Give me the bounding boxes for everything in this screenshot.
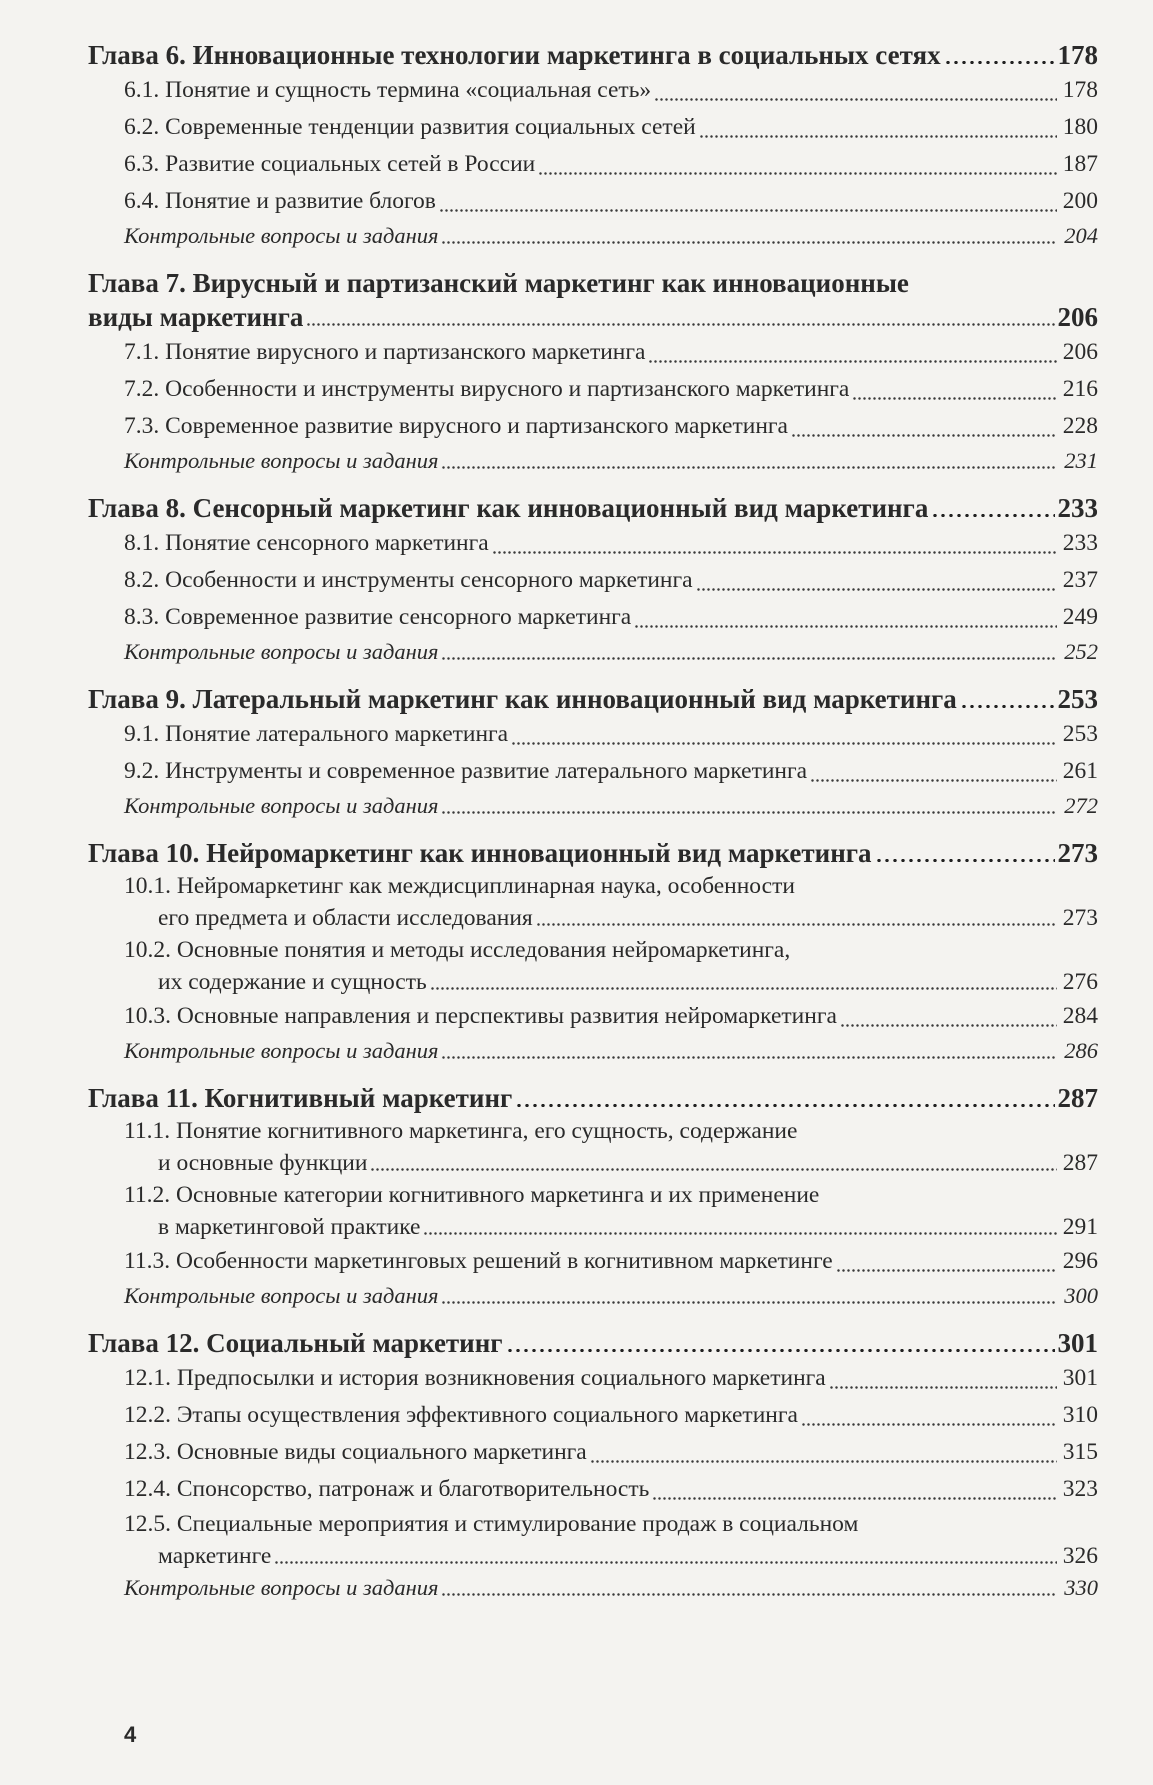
dot-leader [538,169,1057,175]
toc-entry[interactable] [88,1397,1098,1434]
chapter-12 [88,1326,1098,1604]
page-ref: 253 [1057,684,1098,714]
entry-text: 7.3. Современное развитие вирусного и партизанского маркетинга [124,413,788,439]
dot-leader [511,739,1057,745]
chapter-title-text: Глава 8. Сенсорный маркетинг как инновационный вид маркетинга [88,493,929,523]
page-number: 4 [124,1722,137,1747]
page-ref: 216 [1062,376,1098,402]
entry-text: 10.3. Основные направления и перспективы развития нейромаркетинга [124,1003,837,1029]
chapter-title[interactable] [88,1081,1098,1115]
toc-questions[interactable] [88,1035,1098,1067]
entry-text: Контрольные вопросы и задания [124,1575,439,1600]
chapter-title[interactable] [88,682,1098,716]
entry-line1: 12.5. Специальные мероприятия и стимулирование продаж в социальном [124,1511,859,1537]
toc-entry[interactable] [88,562,1098,599]
dot-leader [852,394,1057,400]
chapter-8 [88,491,1098,668]
dot-leader [791,431,1057,437]
chapter-title-text: Глава 11. Когнитивный маркетинг [88,1083,513,1113]
toc-questions[interactable] [88,220,1098,252]
page-ref: 286 [1064,1038,1098,1063]
entry-line1: 10.2. Основные понятия и методы исследования нейромаркетинга, [124,937,791,963]
entry-text: 6.2. Современные тенденции развития социальных сетей [124,114,696,140]
dot-leader [944,58,1055,64]
toc-entry[interactable] [88,334,1098,371]
dot-leader [430,984,1057,990]
page-ref: 310 [1062,1402,1098,1428]
page-ref: 315 [1062,1439,1098,1465]
dot-leader [696,585,1057,591]
page-ref: 330 [1064,1575,1098,1600]
chapter-title[interactable] [88,266,1098,334]
toc-entry[interactable] [88,371,1098,408]
page-ref: 276 [1062,969,1098,995]
page-ref: 231 [1064,448,1098,473]
page-ref: 301 [1057,1328,1098,1358]
entry-text: 6.4. Понятие и развитие блогов [124,188,436,214]
dot-leader [439,206,1057,212]
dot-leader [875,856,1055,862]
toc-entry[interactable] [88,753,1098,790]
page-ref: 291 [1062,1214,1098,1240]
dot-leader [829,1383,1057,1389]
chapter-title[interactable] [88,1326,1098,1360]
chapter-title[interactable] [88,38,1098,72]
page-ref: 249 [1062,604,1098,630]
entry-text: 11.3. Особенности маркетинговых решений в когнитивном маркетинге [124,1248,833,1274]
entry-text: 8.1. Понятие сенсорного маркетинга [124,530,489,556]
entry-text: 12.4. Спонсорство, патронаж и благотворительность [124,1476,650,1502]
dot-leader [441,463,1057,469]
entry-text: Контрольные вопросы и задания [124,639,439,664]
entry-text: 8.2. Особенности и инструменты сенсорного маркетинга [124,567,693,593]
chapter-title-text: Глава 10. Нейромаркетинг как инновационный вид маркетинга [88,838,872,868]
dot-leader [306,320,1054,326]
toc-questions[interactable] [88,636,1098,668]
page-ref: 187 [1062,151,1098,177]
dot-leader [801,1420,1057,1426]
chapter-title-text: Глава 9. Латеральный маркетинг как инновационный вид маркетинга [88,684,957,714]
page-ref: 178 [1062,77,1098,103]
dot-leader [960,702,1055,708]
page-ref: 200 [1062,188,1098,214]
page-ref: 300 [1064,1283,1098,1308]
page-ref: 233 [1062,530,1098,556]
page-ref: 253 [1062,721,1098,747]
toc-entry-multiline[interactable] [88,1179,1098,1243]
entry-line2: в маркетинговой практике [158,1214,421,1240]
page-ref: 287 [1062,1150,1098,1176]
page-ref: 204 [1064,223,1098,248]
toc-entry[interactable] [88,599,1098,636]
page-ref: 273 [1062,905,1098,931]
toc-entry[interactable] [88,408,1098,445]
toc-questions[interactable] [88,445,1098,477]
entry-text: 12.2. Этапы осуществления эффективного социального маркетинга [124,1402,798,1428]
page-ref: 206 [1057,302,1098,332]
chapter-title-line2: виды маркетинга [88,302,304,332]
toc-entry-multiline[interactable] [88,870,1098,934]
dot-leader [441,808,1057,814]
dot-leader [441,1053,1057,1059]
toc-entry[interactable] [88,72,1098,109]
page-ref: 301 [1062,1365,1098,1391]
dot-leader [441,654,1057,660]
dot-leader [654,95,1057,101]
chapter-title[interactable] [88,491,1098,525]
dot-leader [506,1346,1055,1352]
entry-text: 9.2. Инструменты и современное развитие латерального маркетинга [124,758,808,784]
page-ref: 228 [1062,413,1098,439]
page-ref: 178 [1057,40,1098,70]
entry-text: Контрольные вопросы и задания [124,793,439,818]
table-of-contents [88,38,1098,1618]
toc-entry[interactable] [88,1434,1098,1471]
dot-leader [634,622,1057,628]
page-ref: 206 [1062,339,1098,365]
toc-entry[interactable] [88,1471,1098,1508]
entry-text: 6.3. Развитие социальных сетей в России [124,151,536,177]
entry-text: 9.1. Понятие латерального маркетинга [124,721,509,747]
toc-entry-multiline[interactable] [88,1115,1098,1179]
dot-leader [699,132,1057,138]
chapter-11 [88,1081,1098,1312]
chapter-6 [88,38,1098,252]
page-ref: 233 [1057,493,1098,523]
entry-text: 7.2. Особенности и инструменты вирусного и партизанского маркетинга [124,376,850,402]
dot-leader [652,1494,1057,1500]
dot-leader [648,357,1057,363]
page-ref: 287 [1057,1083,1098,1113]
dot-leader [590,1457,1057,1463]
chapter-7 [88,266,1098,477]
toc-entry[interactable] [88,109,1098,146]
dot-leader [441,238,1057,244]
chapter-title-text: Глава 12. Социальный маркетинг [88,1328,503,1358]
dot-leader [836,1266,1057,1272]
entry-line2: маркетинге [158,1543,272,1569]
dot-leader [441,1298,1057,1304]
toc-entry[interactable] [88,1243,1098,1280]
entry-line1: 11.2. Основные категории когнитивного маркетинга и их применение [124,1182,820,1208]
toc-entry[interactable] [88,183,1098,220]
dot-leader [840,1021,1057,1027]
entry-text: 12.1. Предпосылки и история возникновения социального маркетинга [124,1365,826,1391]
chapter-title[interactable] [88,836,1098,870]
toc-questions[interactable] [88,1280,1098,1312]
page-ref: 272 [1064,793,1098,818]
toc-questions[interactable] [88,790,1098,822]
dot-leader [492,548,1057,554]
toc-entry-multiline[interactable] [88,934,1098,998]
entry-text: 12.3. Основные виды социального маркетинга [124,1439,587,1465]
entry-text: 7.1. Понятие вирусного и партизанского маркетинга [124,339,646,365]
dot-leader [931,511,1054,517]
chapter-title-text: Глава 6. Инновационные технологии маркетинга в социальных сетях [88,40,941,70]
toc-entry[interactable] [88,716,1098,753]
page-ref: 326 [1062,1543,1098,1569]
dot-leader [274,1558,1057,1564]
entry-line1: 10.1. Нейромаркетинг как междисциплинарная наука, особенности [124,873,795,899]
page-ref: 323 [1062,1476,1098,1502]
dot-leader [515,1101,1054,1107]
entry-text: Контрольные вопросы и задания [124,1283,439,1308]
page-ref: 296 [1062,1248,1098,1274]
chapter-title-line1: Глава 7. Вирусный и партизанский маркетинг как инновационные [88,268,909,298]
toc-entry[interactable] [88,998,1098,1035]
entry-text: Контрольные вопросы и задания [124,223,439,248]
page-ref: 252 [1064,639,1098,664]
entry-text: Контрольные вопросы и задания [124,448,439,473]
entry-line1: 11.1. Понятие когнитивного маркетинга, его сущность, содержание [124,1118,798,1144]
dot-leader [810,776,1057,782]
page-ref: 284 [1062,1003,1098,1029]
entry-text: Контрольные вопросы и задания [124,1038,439,1063]
page-ref: 180 [1062,114,1098,140]
dot-leader [536,920,1057,926]
entry-line2: их содержание и сущность [158,969,427,995]
entry-text: 8.3. Современное развитие сенсорного маркетинга [124,604,632,630]
chapter-9 [88,682,1098,822]
entry-line2: его предмета и области исследования [158,905,533,931]
page-ref: 237 [1062,567,1098,593]
entry-text: 6.1. Понятие и сущность термина «социальная сеть» [124,77,652,103]
toc-entry-multiline[interactable] [88,1508,1098,1572]
entry-line2: и основные функции [158,1150,368,1176]
dot-leader [423,1229,1057,1235]
toc-entry[interactable] [88,1360,1098,1397]
chapter-10 [88,836,1098,1067]
page-ref: 273 [1057,838,1098,868]
toc-entry[interactable] [88,146,1098,183]
toc-questions[interactable] [88,1572,1098,1604]
dot-leader [370,1165,1057,1171]
dot-leader [441,1590,1057,1596]
page-ref: 261 [1062,758,1098,784]
toc-entry[interactable] [88,525,1098,562]
